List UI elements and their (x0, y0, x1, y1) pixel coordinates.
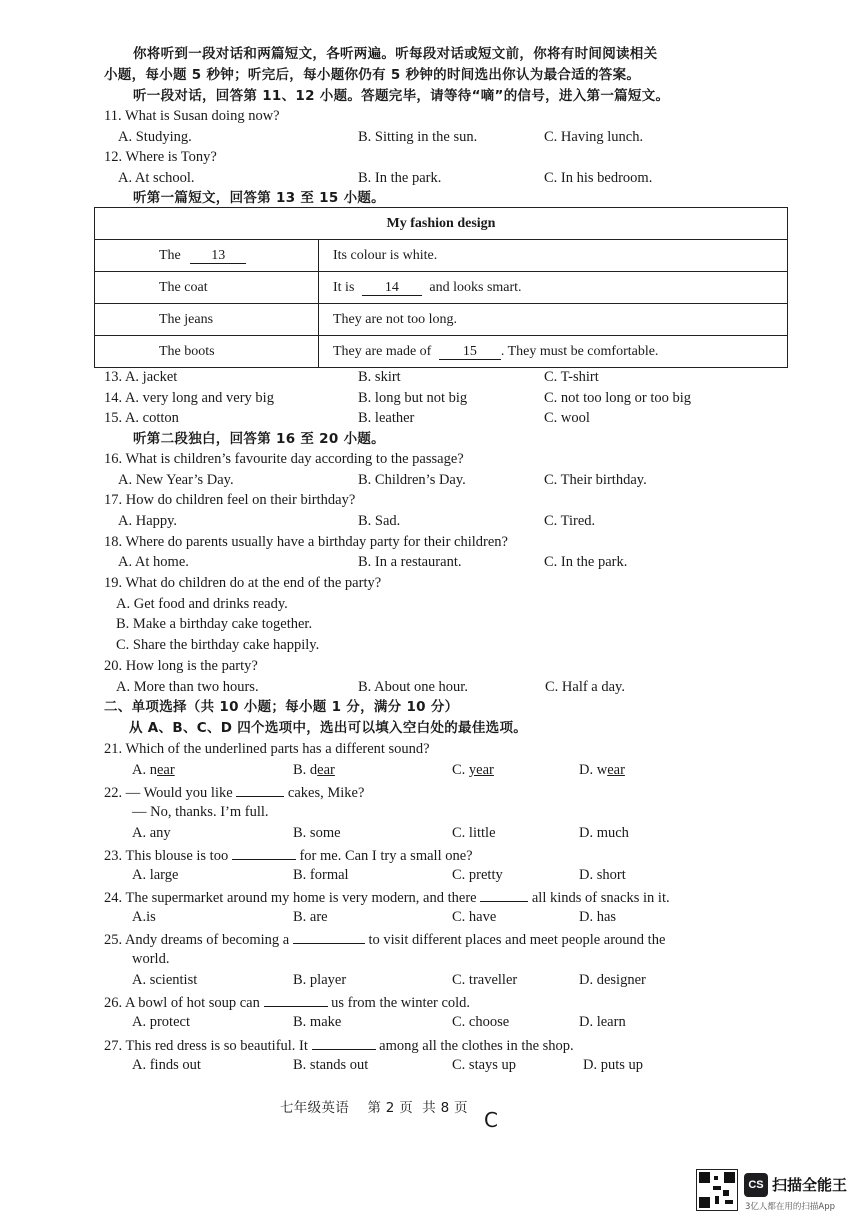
qr-code-icon (696, 1169, 738, 1211)
q22-reply: — No, thanks. I’m full. (132, 804, 269, 820)
q21-option-c: C. year (452, 762, 494, 778)
table-cell-desc: They are made of 15 . They must be comfortable. (319, 336, 788, 368)
q14-option-b: B. long but not big (358, 390, 468, 406)
q14-option-a: 14. A. very long and very big (104, 390, 274, 406)
q21-stem: 21. Which of the underlined parts has a different sound? (104, 741, 430, 757)
passage2-intro: 听第二段独白，回答第 16 至 20 小题。 (133, 431, 385, 447)
q24-option-b: B. are (293, 909, 328, 925)
q26-option-d: D. learn (579, 1014, 626, 1030)
q19-option-b: B. Make a birthday cake together. (116, 616, 313, 632)
page-footer: 七年级英语 第 2 页 共 8 页 (280, 1100, 468, 1116)
section-intro-line3: 听一段对话，回答第 11、12 小题。答题完毕，请等待“嘀”的信号，进入第一篇短文。 (133, 88, 670, 104)
table-row (95, 304, 788, 336)
q27-option-d: D. puts up (583, 1057, 644, 1073)
section-intro-line1: 你将听到一段对话和两篇短文，各听两遍。听每段对话或短文前，你将有时间阅读相关 (133, 46, 658, 62)
q11-option-a: A. Studying. (118, 129, 192, 145)
q14-option-c: C. not too long or too big (544, 390, 692, 406)
table-cell-item: The coat (95, 272, 319, 304)
q20-stem: 20. How long is the party? (104, 658, 258, 674)
camscanner-logo-icon: CS (744, 1173, 768, 1197)
q16-option-c: C. Their birthday. (544, 472, 647, 488)
q19-option-a: A. Get food and drinks ready. (116, 596, 288, 612)
section2-title: 二、单项选择（共 10 小题；每小题 1 分，满分 10 分） (104, 699, 459, 715)
q24-option-a: A.is (132, 909, 156, 925)
q13-option-b: B. skirt (358, 369, 401, 385)
q25-option-d: D. designer (579, 972, 646, 988)
q25-option-c: C. traveller (452, 972, 518, 988)
q25-stem: 25. Andy dreams of becoming a to visit different places and meet people around the (104, 929, 665, 949)
section2-instruction: 从 A、B、C、D 四个选项中，选出可以填入空白处的最佳选项。 (129, 720, 528, 736)
q16-option-b: B. Children’s Day. (358, 472, 466, 488)
scanner-app-name: 扫描全能王 (772, 1176, 848, 1194)
q20-option-b: B. About one hour. (358, 679, 468, 695)
q18-stem: 18. Where do parents usually have a birthday party for their children? (104, 534, 508, 550)
q26-option-b: B. make (293, 1014, 342, 1030)
q13-option-c: C. T-shirt (544, 369, 599, 385)
table-title: My fashion design (95, 208, 788, 240)
table-cell-desc: Its colour is white. (319, 240, 788, 272)
q18-option-b: B. In a restaurant. (358, 554, 462, 570)
q24-stem: 24. The supermarket around my home is very modern, and there all kinds of snacks in it. (104, 887, 670, 907)
q15-option-c: C. wool (544, 410, 590, 426)
q23-option-c: C. pretty (452, 867, 503, 883)
q22-option-d: D. much (579, 825, 629, 841)
q26-option-c: C. choose (452, 1014, 510, 1030)
q27-option-c: C. stays up (452, 1057, 517, 1073)
q11-stem: 11. What is Susan doing now? (104, 108, 280, 124)
table-row (95, 272, 788, 304)
q16-stem: 16. What is children’s favourite day according to the passage? (104, 451, 464, 467)
q21-option-b: B. dear (293, 762, 335, 778)
q12-option-c: C. In his bedroom. (544, 170, 653, 186)
q24-option-d: D. has (579, 909, 617, 925)
handwritten-mark: C (484, 1108, 498, 1132)
q21-option-d: D. wear (579, 762, 625, 778)
answer-blank (480, 887, 528, 902)
q17-option-b: B. Sad. (358, 513, 401, 529)
q11-option-b: B. Sitting in the sun. (358, 129, 478, 145)
q27-option-b: B. stands out (293, 1057, 369, 1073)
q12-stem: 12. Where is Tony? (104, 149, 217, 165)
blank-13: 13 (190, 249, 246, 264)
q23-stem: 23. This blouse is too for me. Can I try a small one? (104, 845, 473, 865)
q17-option-a: A. Happy. (118, 513, 178, 529)
q22-stem: 22. — Would you like cakes, Mike? (104, 782, 364, 802)
table-cell-desc: It is 14 and looks smart. (319, 272, 788, 304)
q26-stem: 26. A bowl of hot soup can us from the winter cold. (104, 992, 470, 1012)
blank-15: 15 (439, 345, 501, 360)
q17-stem: 17. How do children feel on their birthday? (104, 492, 356, 508)
q17-option-c: C. Tired. (544, 513, 596, 529)
q20-option-c: C. Half a day. (545, 679, 625, 695)
table-cell-item: The jeans (95, 304, 319, 336)
q27-stem: 27. This red dress is so beautiful. It among all the clothes in the shop. (104, 1035, 574, 1055)
q18-option-c: C. In the park. (544, 554, 628, 570)
q25-stem-cont: world. (132, 951, 170, 967)
q23-option-b: B. formal (293, 867, 349, 883)
table-cell-item: The boots (95, 336, 319, 368)
q22-option-c: C. little (452, 825, 496, 841)
q12-option-a: A. At school. (118, 170, 195, 186)
answer-blank (232, 845, 296, 860)
answer-blank (312, 1035, 376, 1050)
fashion-design-table (94, 207, 788, 368)
table-cell-desc: They are not too long. (319, 304, 788, 336)
table-cell-item: The 13 (95, 240, 319, 272)
q22-option-b: B. some (293, 825, 341, 841)
q26-option-a: A. protect (132, 1014, 190, 1030)
q19-option-c: C. Share the birthday cake happily. (116, 637, 320, 653)
q11-option-c: C. Having lunch. (544, 129, 644, 145)
q23-option-d: D. short (579, 867, 626, 883)
q19-stem: 19. What do children do at the end of the party? (104, 575, 382, 591)
answer-blank (264, 992, 328, 1007)
table-row (95, 240, 788, 272)
q15-option-b: B. leather (358, 410, 415, 426)
q25-option-b: B. player (293, 972, 347, 988)
q12-option-b: B. In the park. (358, 170, 442, 186)
q24-option-c: C. have (452, 909, 497, 925)
blank-14: 14 (362, 281, 422, 296)
answer-blank (236, 782, 284, 797)
q13-option-a: 13. A. jacket (104, 369, 178, 385)
q27-option-a: A. finds out (132, 1057, 201, 1073)
q23-option-a: A. large (132, 867, 179, 883)
table-row (95, 336, 788, 368)
q16-option-a: A. New Year’s Day. (118, 472, 234, 488)
q25-option-a: A. scientist (132, 972, 198, 988)
passage1-intro: 听第一篇短文，回答第 13 至 15 小题。 (133, 190, 385, 206)
q15-option-a: 15. A. cotton (104, 410, 179, 426)
q20-option-a: A. More than two hours. (116, 679, 259, 695)
q18-option-a: A. At home. (118, 554, 189, 570)
q22-option-a: A. any (132, 825, 171, 841)
q21-option-a: A. near (132, 762, 175, 778)
scanner-app-tagline: 3亿人都在用的扫描App (745, 1202, 836, 1212)
section-intro-line2: 小题，每小题 5 秒钟；听完后，每小题你仍有 5 秒钟的时间选出你认为最合适的答案。 (104, 67, 641, 83)
answer-blank (293, 929, 365, 944)
